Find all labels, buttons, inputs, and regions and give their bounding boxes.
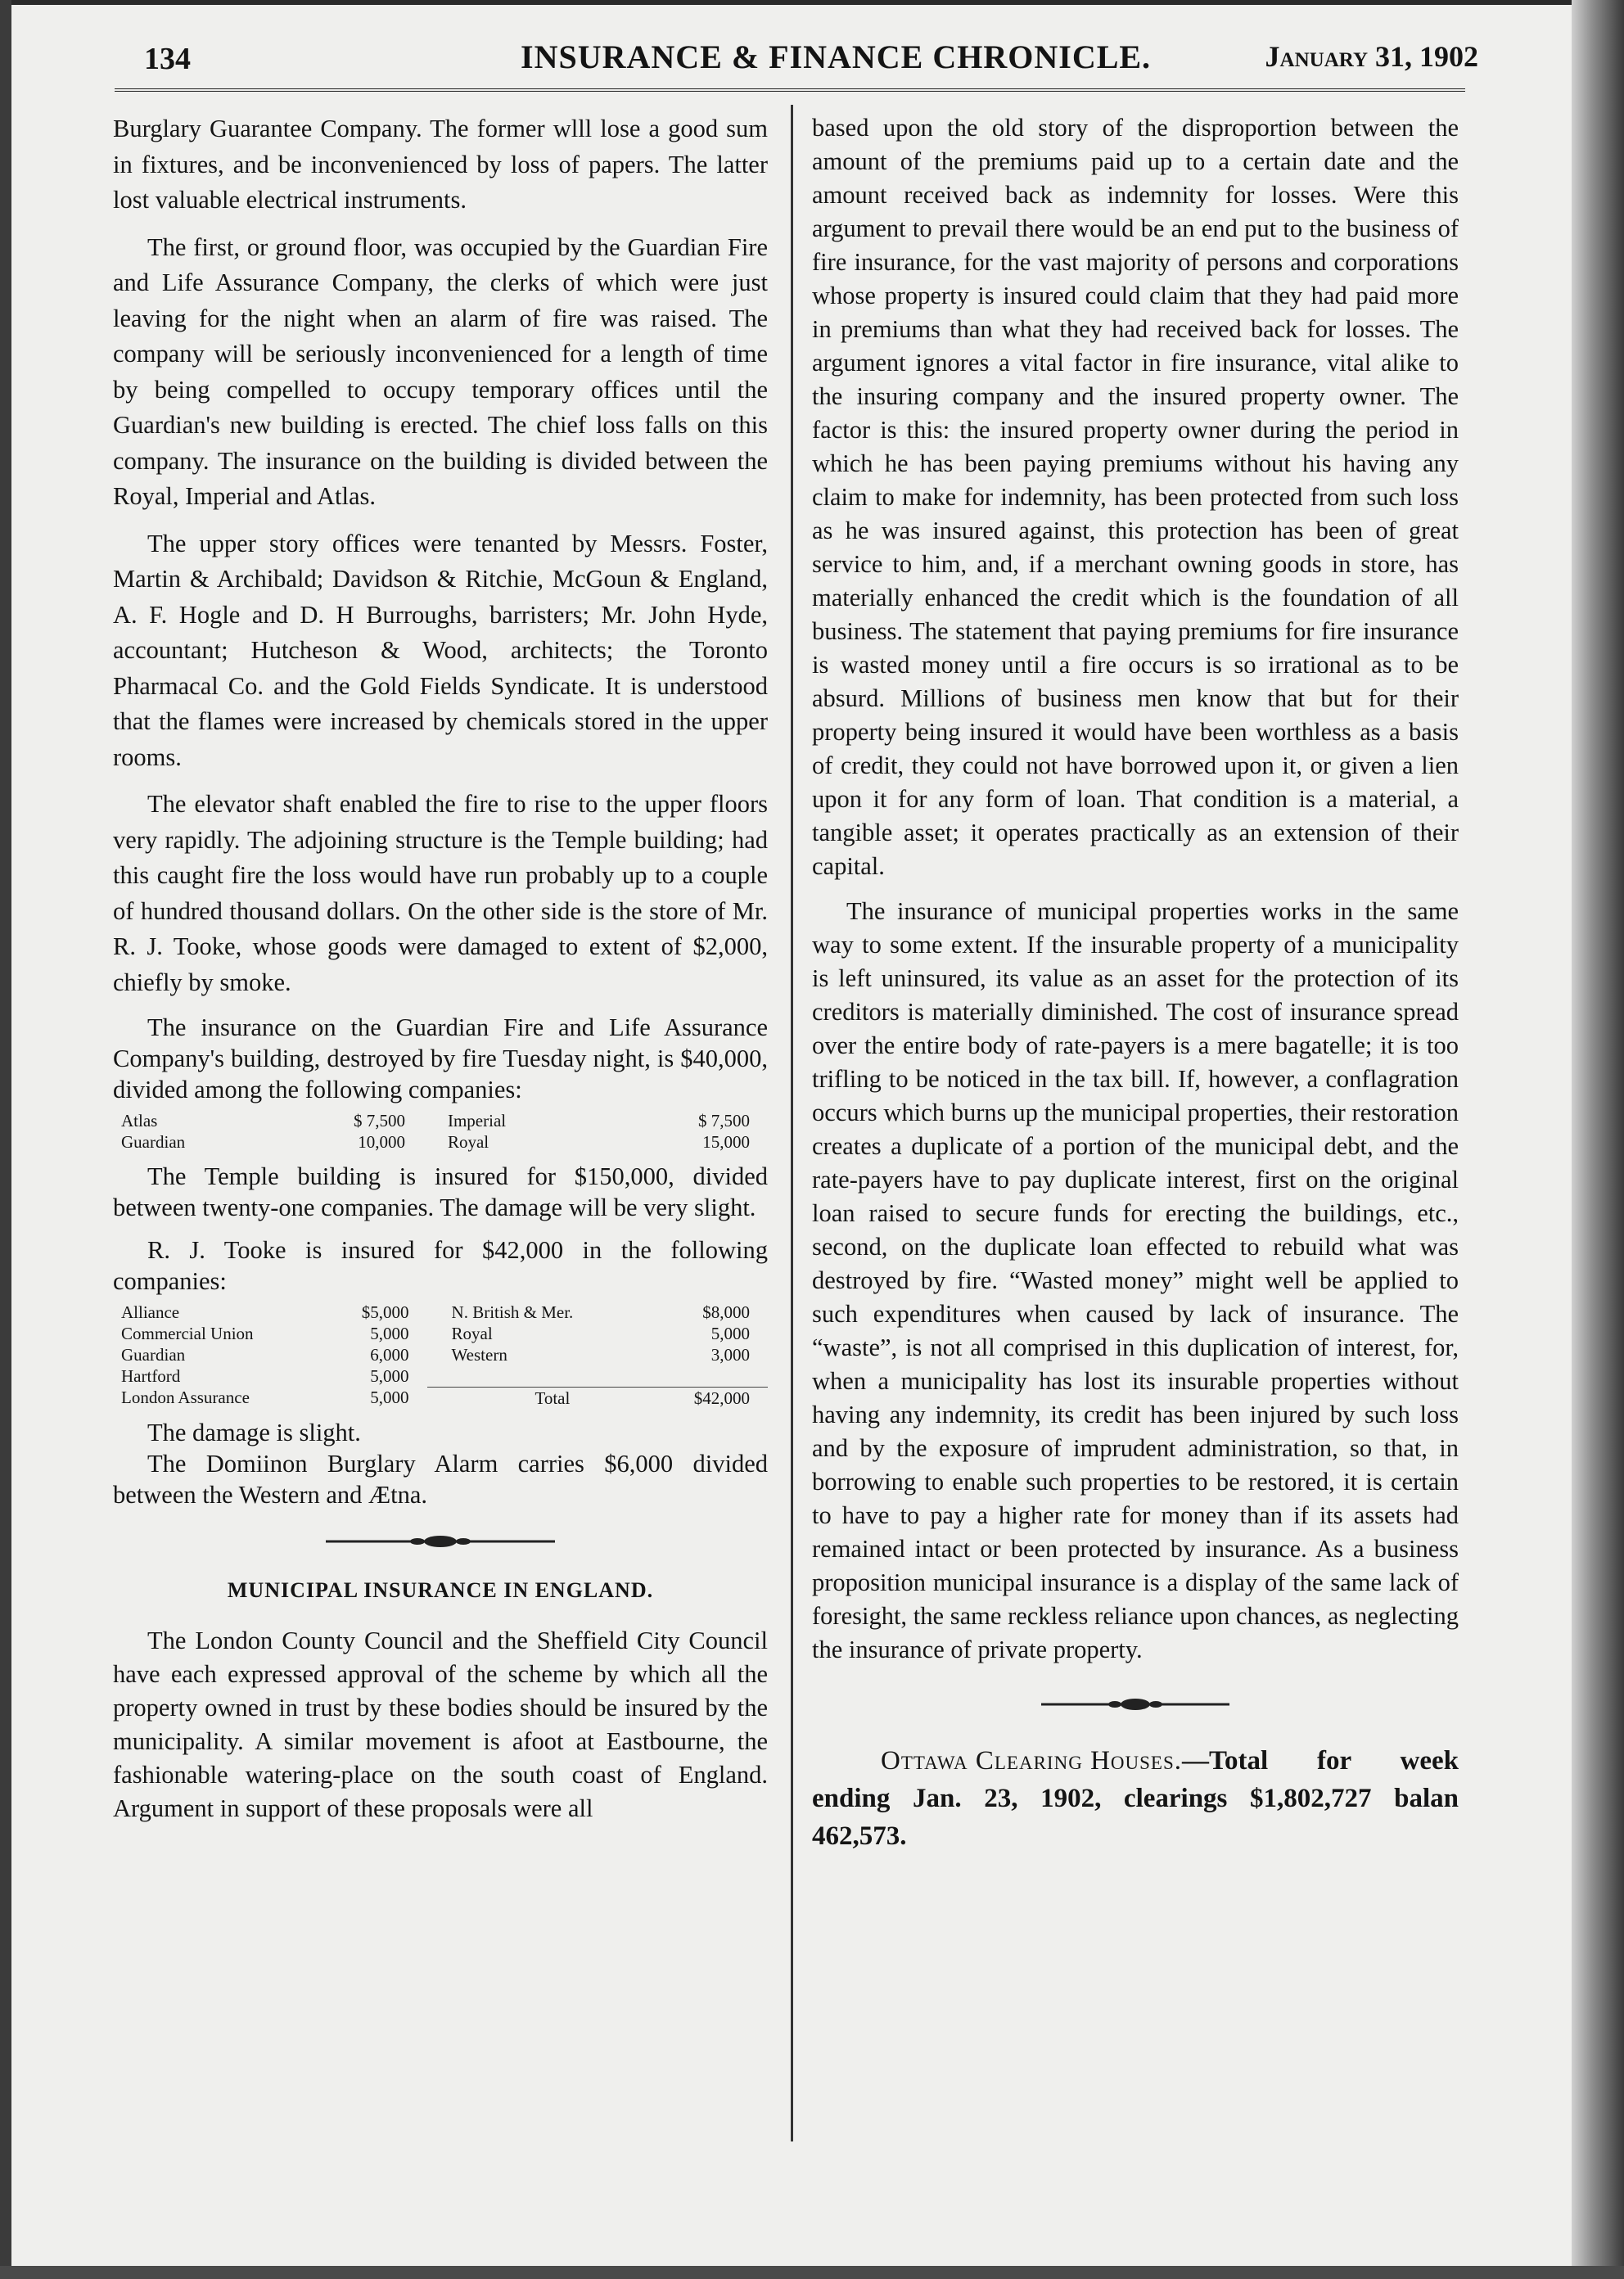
table-row [121,1131,768,1153]
clearing-house-notice [812,1742,1459,1855]
header-rule [115,88,1465,92]
company-amount: 5,000 [710,1324,750,1343]
company-name: Imperial [447,1111,507,1130]
journal-title: INSURANCE & FINANCE CHRONICLE. [521,38,1152,75]
table-row [121,1323,768,1344]
table-row [121,1344,768,1365]
right-column [812,111,1459,1855]
tooke-insurance-table [121,1302,768,1409]
company-amount: 5,000 [370,1324,409,1343]
paragraph: The damage is slight. [147,1418,361,1446]
page-left-edge [0,0,11,2279]
notice-text: —Total for week ending Jan. 23, 1902, clearings $1,802,727 balan 462,573. [812,1746,1459,1851]
company-amount: 5,000 [370,1388,409,1408]
page-gutter-shadow [1572,0,1624,2279]
paragraph: R. J. Tooke is insured for $42,000 in the following companies: [113,1236,768,1295]
paragraph: The upper story offices were tenanted by Messrs. Foster, Martin & Archibald; Davidson & Ritchie, McGoun & England, A. F. Hogle and D. H Burroughs, barristers; Mr. John Hyde, accountant; Hutcheson & Wood, architects; the Toronto Pharmacal Co. and the Gold Fields Syndicate. It is understood that the flames were increased by chemicals stored in the upper rooms. [113,529,768,771]
company-name: Alliance [121,1302,180,1322]
total-amount: $42,000 [653,1387,768,1409]
table-row [121,1302,768,1323]
company-amount: 15,000 [702,1132,750,1152]
company-amount: 10,000 [358,1132,405,1152]
company-name: Guardian [121,1345,186,1365]
company-name: Hartford [121,1366,181,1386]
paragraph: The Temple building is insured for $150,000, divided between twenty-one companies. The damage will be very slight. [113,1162,768,1221]
section-divider-ornament [812,1691,1459,1724]
company-amount: $8,000 [702,1302,750,1322]
table-row [121,1365,768,1387]
issue-date: January 31, 1902 [1265,40,1478,73]
section-divider-ornament [113,1528,768,1561]
company-amount: $ 7,500 [353,1111,405,1130]
paragraph: Burglary Guarantee Company. The former wlll lose a good sum in fixtures, and be inconvenienced by loss of papers. The latter lost valuable electrical instruments. [113,115,768,214]
company-name: Royal [451,1324,493,1343]
company-amount: $5,000 [361,1302,409,1322]
company-name: London Assurance [121,1388,250,1408]
company-name: Commercial Union [121,1324,254,1343]
paragraph: based upon the old story of the disproportion between the amount of the premiums paid up to a certain date and the amount received back as indemnity for losses. Were this argument to prevail there would be an end put to the business of fire insurance, for the vast majority of persons and corporations whose property is insured could claim that they had paid more in premiums than what they had received back for losses. The argument ignores a vital factor in fire insurance, vital alike to the insuring company and the insured property owner. The factor is this: the insured property owner during the period in which he has been paying premiums without his having any claim to make for indemnity, has been protected from such loss as he was insured against, this protection has been of great service to him, and, if a merchant owning goods in store, has materially enhanced the credit which is the foundation of all business. The statement that paying premiums for fire insurance is wasted money until a fire occurs is so irrational as to be absurd. Millions of business men know that but for their property being insured it would have been worthless as a basis of credit, they could not have borrowed upon it, or given a lien upon it for any form of loan. That condition is a material, a tangible asset; it operates practically as an extension of their capital. [812,114,1459,880]
company-name: Guardian [121,1132,186,1152]
company-amount: 3,000 [710,1345,750,1365]
company-amount: 6,000 [370,1345,409,1365]
company-name: Western [451,1345,508,1365]
notice-title: Ottawa Clearing Houses. [881,1746,1182,1776]
total-label: Total [427,1387,654,1409]
company-name: Royal [447,1132,489,1152]
table-row [121,1387,768,1409]
paragraph: The first, or ground floor, was occupied by the Guardian Fire and Life Assurance Company, the clerks of which were just leaving for the night when an alarm of fire was raised. The company will be seriously inconvenienced for a length of time by being compelled to occupy temporary offices until the Guardian's new building is erected. The chief loss falls on this company. The insurance on the building is divided between the Royal, Imperial and Atlas. [113,232,768,510]
page-header [144,34,1478,83]
company-amount [653,1365,768,1387]
company-name: Atlas [121,1111,158,1130]
company-name: N. British & Mer. [451,1302,574,1322]
paragraph: The London County Council and the Sheffield City Council have each expressed approval of the scheme by which all the property owned in trust by these bodies should be insured by the municipality. A similar movement is afoot at Eastbourne, the fashionable watering-place on the south coast of England. Argument in support of these proposals were all [113,1627,768,1822]
paragraph: The elevator shaft enabled the fire to rise to the upper floors very rapidly. The adjoining structure is the Temple building; had this caught fire the loss would have run probably up to a couple of hundred thousand dollars. On the other side is the store of Mr. R. J. Tooke, whose goods were damaged to extent of $2,000, chiefly by smoke. [113,790,768,996]
company-amount: 5,000 [370,1366,409,1386]
page-number: 134 [144,42,191,76]
paragraph: The insurance of municipal properties works in the same way to some extent. If the insurable property of a municipality is left uninsured, its value as an asset for the protection of its creditors is materially diminished. The cost of insurance spread over the entire body of rate-payers is a mere bagatelle; it is too trifling to be noticed in the tax bill. If, however, a conflagration occurs which burns up the municipal properties, their restoration creates a duplicate of a portion of the municipal debt, and the rate-payers have to pay duplicate interest, first on the original loan raised to secure funds for erecting the buildings, etc., second, on the duplicate loan effected to rebuild what was destroyed by fire. “Wasted money” might well be applied to such expenditures when caused by lack of insurance. The “waste”, is not all comprised in this duplication of interest, for, when a municipality has lost its insurable properties without having any indemnity, its credit has been injured by such loss and by the exposure of imprudent administration, so that, in borrowing to enable such properties to be restored, it is certain to have to pay a higher rate for money than if its assets had remained intact or been protected by insurance. As a business proposition municipal insurance is a display of the same lack of foresight, the same reckless reliance upon chances, as neglecting the insurance of private property. [812,897,1459,1663]
column-rule [791,105,793,2141]
company-name [427,1365,654,1387]
page-bottom-edge [0,2266,1624,2279]
table-row [121,1110,768,1131]
paragraph: The Domiinon Burglary Alarm carries $6,000 divided between the Western and Ætna. [113,1449,768,1509]
guardian-insurance-table [121,1110,768,1153]
left-column [113,111,768,1825]
section-heading: MUNICIPAL INSURANCE IN ENGLAND. [227,1577,654,1602]
company-amount: $ 7,500 [698,1111,750,1130]
paragraph: The insurance on the Guardian Fire and Life Assurance Company's building, destroyed by fire Tuesday night, is $40,000, divided among the following companies: [113,1013,768,1103]
